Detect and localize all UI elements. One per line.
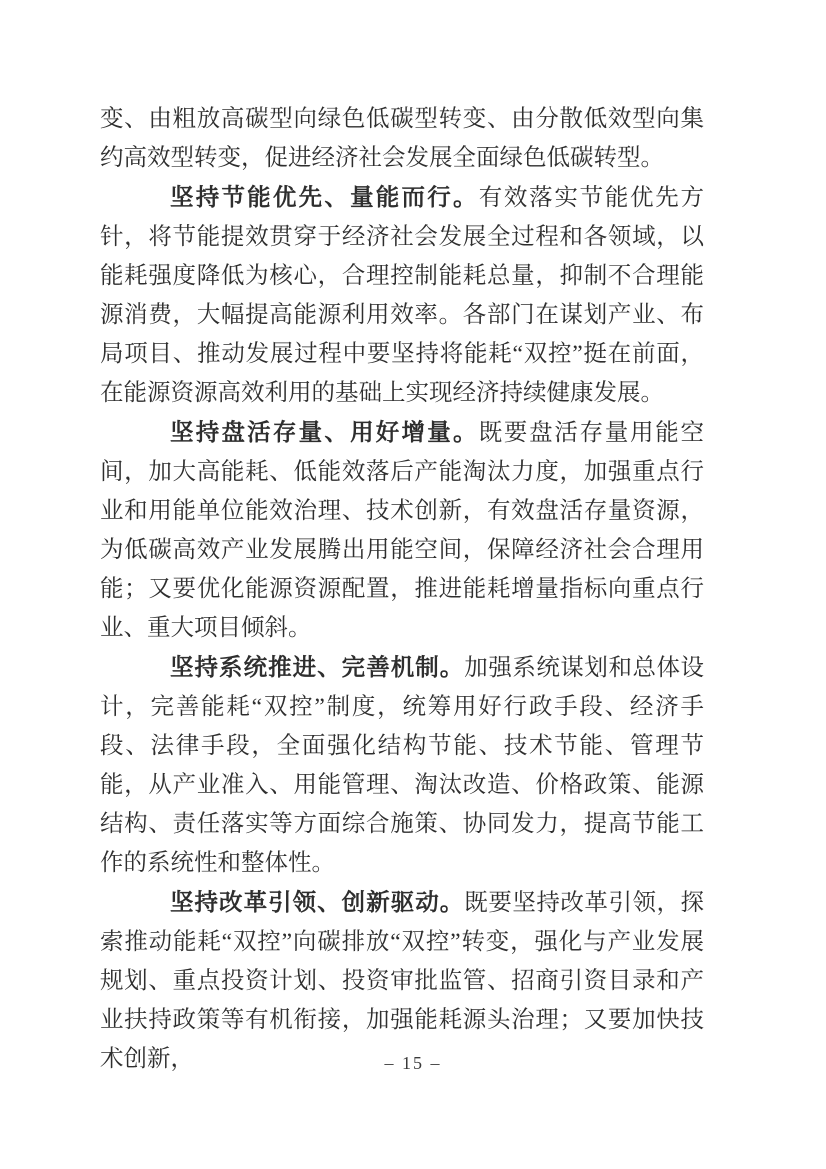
document-body <box>100 100 704 1079</box>
page-footer <box>0 1050 826 1076</box>
paragraph-1-text: 变、由粗放高碳型向绿色低碳型转变、由分散低效型向集约高效型转变，促进经济社会发展全面绿色低碳转型。 <box>100 106 704 171</box>
paragraph-3-text: 既要盘活存量用能空间，加大高能耗、低能效落后产能淘汰力度，加强重点行业和用能单位能效治理、技术创新，有效盘活存量资源，为低碳高效产业发展腾出用能空间，保障经济社会合理用能；又要优化能源资源配置，推进能耗增量指标向重点行业、重大项目倾斜。 <box>100 420 705 641</box>
paragraph-4 <box>100 648 704 883</box>
paragraph-5-text: 既要坚持改革引领，探索推动能耗“双控”向碳排放“双控”转变，强化与产业发展规划、重点投资计划、投资审批监管、招商引资目录和产业扶持政策等有机衔接，加强能耗源头治理；又要加快技术创新， <box>100 890 705 1072</box>
paragraph-1 <box>100 100 704 178</box>
page-number: – 15 – <box>384 1053 442 1073</box>
paragraph-2-lead: 坚持节能优先、量能而行。 <box>170 184 479 210</box>
paragraph-3 <box>100 413 704 648</box>
paragraph-3-lead: 坚持盘活存量、用好增量。 <box>170 419 479 445</box>
paragraph-2-text: 有效落实节能优先方针，将节能提效贯穿于经济社会发展全过程和各领域，以能耗强度降低为核心，合理控制能耗总量，抑制不合理能源消费，大幅提高能源利用效率。各部门在谋划产业、布局项目、推动发展过程中要坚持将能耗“双控”挺在前面，在能源资源高效利用的基础上实现经济持续健康发展。 <box>100 185 705 406</box>
paragraph-2 <box>100 178 704 413</box>
paragraph-4-lead: 坚持系统推进、完善机制。 <box>170 654 465 680</box>
paragraph-4-text: 加强系统谋划和总体设计，完善能耗“双控”制度，统筹用好行政手段、经济手段、法律手段，全面强化结构节能、技术节能、管理节能，从产业准入、用能管理、淘汰改造、价格政策、能源结构、责任落实等方面综合施策、协同发力，提高节能工作的系统性和整体性。 <box>100 655 705 876</box>
paragraph-5-lead: 坚持改革引领、创新驱动。 <box>170 889 465 915</box>
